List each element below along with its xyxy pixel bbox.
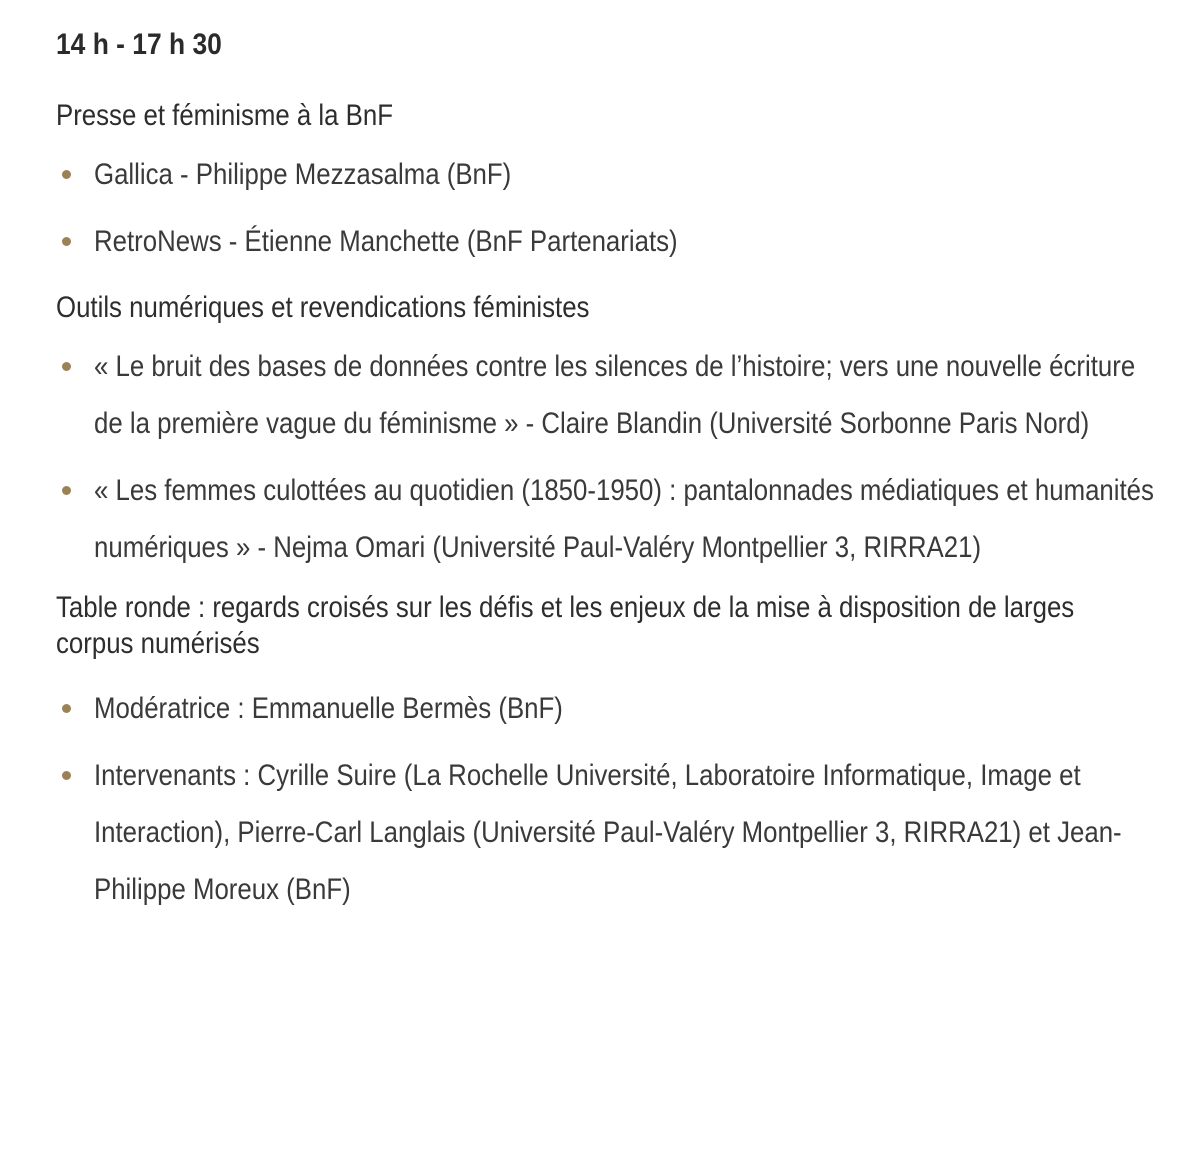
bullet-icon <box>62 771 71 780</box>
item-list <box>56 680 1160 918</box>
bullet-icon <box>62 362 71 371</box>
list-item-text: Gallica - Philippe Mezzasalma (BnF) <box>94 158 512 191</box>
section-digital-tools <box>56 290 1160 576</box>
bullet-icon <box>62 486 71 495</box>
list-item-text: Intervenants : Cyrille Suire (La Rochelle Université, Laboratoire Informatique, Image et Interaction), Pierre-Carl Langlais (Université Paul-Valéry Montpellier 3, RIRRA21) et Jean-Philippe Moreux (BnF) <box>94 759 1122 906</box>
bullet-icon <box>62 170 71 179</box>
section-title: Presse et féminisme à la BnF <box>56 99 393 132</box>
list-item-text: Modératrice : Emmanuelle Bermès (BnF) <box>94 692 563 725</box>
section-round-table <box>56 590 1160 918</box>
item-list <box>56 146 1160 270</box>
list-item-text: RetroNews - Étienne Manchette (BnF Partenariats) <box>94 225 678 258</box>
section-title: Table ronde : regards croisés sur les défis et les enjeux de la mise à disposition de larges corpus numérisés <box>56 591 1075 660</box>
section-title: Outils numériques et revendications féministes <box>56 291 590 324</box>
list-item <box>56 213 1160 270</box>
list-item <box>56 338 1160 452</box>
section-press-feminism <box>56 98 1160 270</box>
bullet-icon <box>62 237 71 246</box>
list-item-text: « Les femmes culottées au quotidien (1850-1950) : pantalonnades médiatiques et humanités numériques » - Nejma Omari (Université Paul-Valéry Montpellier 3, RIRRA21) <box>94 474 1154 564</box>
item-list <box>56 338 1160 576</box>
list-item <box>56 680 1160 737</box>
bullet-icon <box>62 704 71 713</box>
list-item <box>56 462 1160 576</box>
list-item <box>56 146 1160 203</box>
list-item-text: « Le bruit des bases de données contre les silences de l’histoire; vers une nouvelle écriture de la première vague du féminisme » - Claire Blandin (Université Sorbonne Paris Nord) <box>94 350 1136 440</box>
list-item <box>56 747 1160 918</box>
time-slot: 14 h - 17 h 30 <box>56 28 222 61</box>
